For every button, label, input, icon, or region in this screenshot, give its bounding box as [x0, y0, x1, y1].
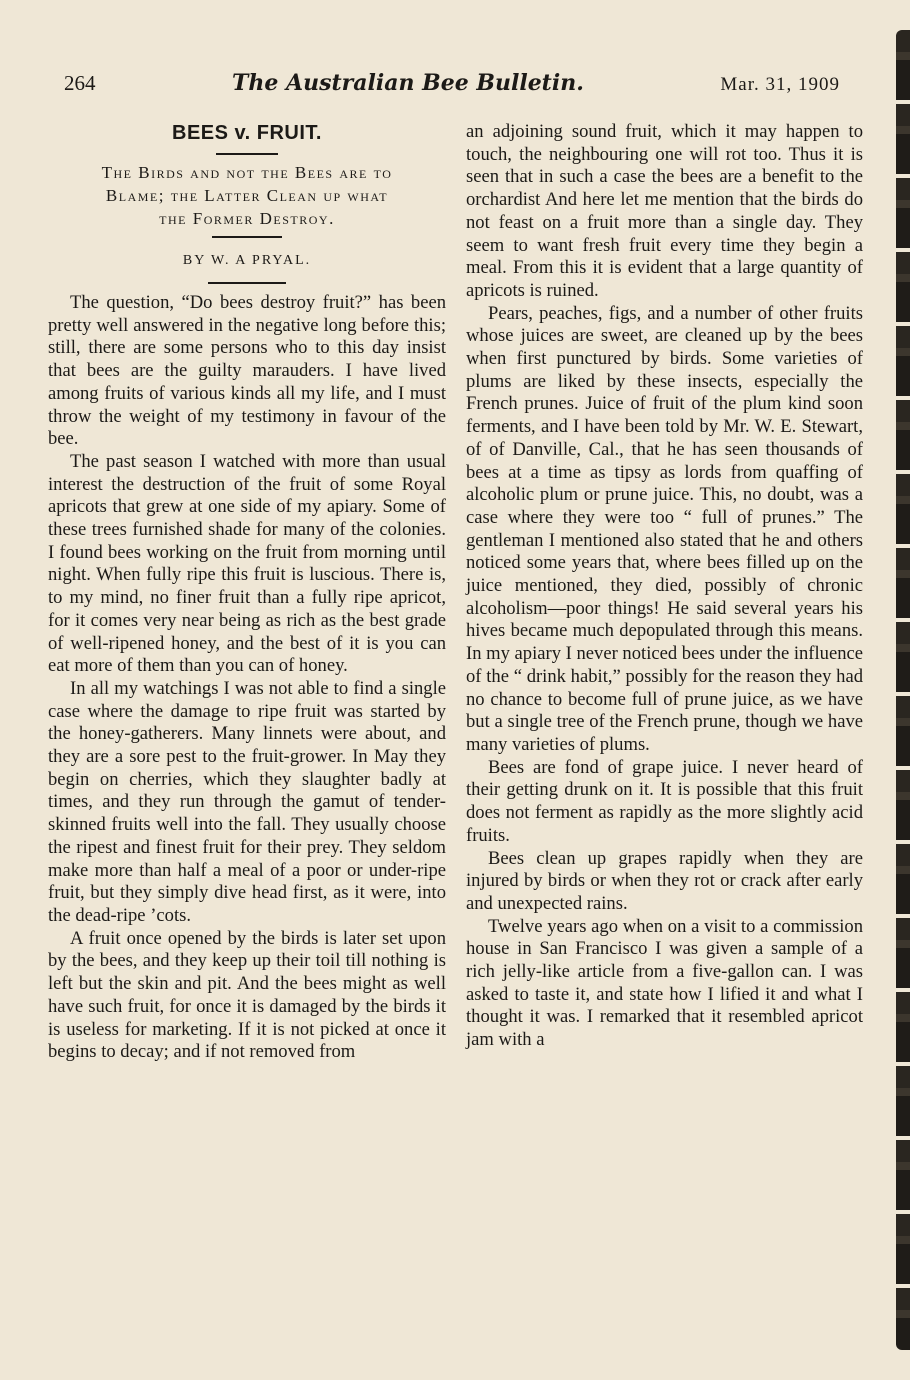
article-subtitle	[48, 161, 446, 230]
journal-title: The Australian Bee Bulletin.	[232, 70, 584, 96]
article-title: BEES v. FRUIT.	[172, 122, 322, 144]
paragraph: The question, “Do bees destroy fruit?” has been pretty well answered in the negative long before this; still, there are some persons who to this day insist that bees are the guilty marauders. I have lived among fruits of various kinds all my life, and I must throw the weight of my testimony in favour of the bee.	[48, 292, 446, 450]
page-header	[64, 70, 840, 110]
byline: BY W. A PRYAL.	[182, 253, 312, 268]
paragraph: In all my watchings I was not able to find a single case where the damage to ripe fruit was started by the honey-gatherers. Many linnets were about, and they are a sore pest to the fruit-grower. In May they begin on cherries, which they slaughter badly at times, and they run through the gamut of tender-skinned fruits well into the fall. They usually choose the ripest and finest fruit for their prey. They seldom make more than half a meal of a poor or under-ripe fruit, but they simply dive head first, as it were, into the dead-ripe ’cots.	[48, 677, 446, 926]
paragraph: The past season I watched with more than usual interest the destruction of the fruit of some Royal apricots that grew at one side of my apiary. Some of these trees furnished shade for many of the colonies. I found bees working on the fruit from morning until night. When fully ripe this fruit is luscious. There is, to my mind, no finer fruit than a fully ripe apricot, for it comes very near being as rich as the best grade of well-ripened honey, and the best of it is you can eat more of them than you can of honey.	[48, 450, 446, 677]
subtitle-line: The Birds and not the Bees are to	[101, 163, 393, 182]
page-number: 264	[64, 71, 96, 95]
paragraph: an adjoining sound fruit, which it may happen to touch, the neighbouring one will rot too. Thus it is seen that in such a case the bees are a benefit to the orchardist And here let me mention that the birds do not feast on a fruit more than a single day. They seem to want fresh fruit every time they begin a meal. From this it is evident that a large quantity of apricots is ruined.	[466, 121, 863, 301]
issue-date: Mar. 31, 1909	[720, 74, 840, 95]
paragraph: Bees are fond of grape juice. I never heard of their getting drunk on it. It is possible that this fruit does not ferment as rapidly as the more slightly acid fruits.	[466, 756, 863, 846]
paragraph: Pears, peaches, figs, and a number of other fruits whose juices are sweet, are cleaned up by the bees when first punctured by birds. Some varieties of plums are liked by these insects, especially the French prunes. Juice of fruit of the plum kind soon ferments, and I have been told by Mr. W. E. Stewart, of of Danville, Cal., that he has seen thousands of bees at a time as tipsy as lords from quaffing of alcoholic plum or prune juice. This, no doubt, was a case where they were too “ full of prunes.” The gentleman I mentioned also stated that he and others noticed some years that, where bees filled up on the juice mentioned, they died, possibly of chronic alcoholism—poor things! He said several years his hives became much depopulated through this means. In my apiary I never noticed bees under the influence of the “ drink habit,” possibly for the reason they had no chance to become full of prune juice, as we have but a single tree of the French prune, though we have many varieties of plums.	[466, 302, 864, 755]
subtitle-line: Blame; the Latter Clean up what	[105, 186, 389, 205]
page-edge-shadow	[896, 30, 910, 1350]
paragraph: Bees clean up grapes rapidly when they are injured by birds or when they rot or crack after early and unexpected rains.	[466, 847, 863, 914]
paragraph: A fruit once opened by the birds is later set upon by the bees, and they keep up their toil till nothing is left but the skin and pit. And the bees might as well have such fruit, for once it is damaged by the birds it is useless for marketing. If it is not picked at once it begins to decay; and if not removed from	[48, 927, 446, 1063]
right-column	[466, 121, 863, 1052]
divider	[212, 236, 282, 238]
divider	[208, 282, 286, 284]
divider	[216, 153, 278, 155]
paragraph: Twelve years ago when on a visit to a commission house in San Francisco I was given a sample of a rich jelly-like article from a five-gallon can. I was asked to taste it, and state how I lified it and what I thought it was. I remarked that it resembled apricot jam with a	[466, 915, 863, 1051]
subtitle-line: the Former Destroy.	[159, 209, 335, 228]
left-column	[48, 121, 446, 1064]
